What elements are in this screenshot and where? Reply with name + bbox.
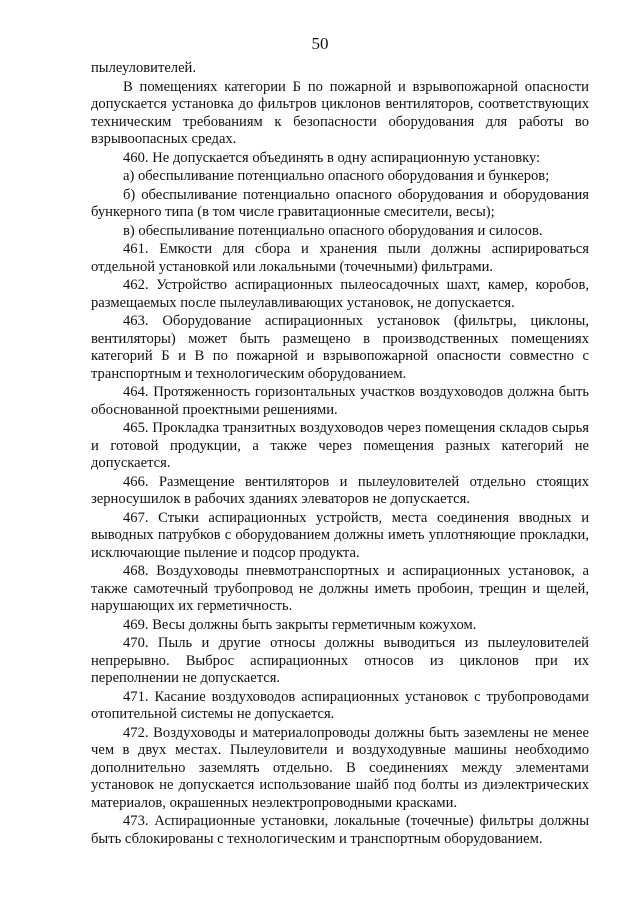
paragraph-460-b: б) обеспыливание потенциально опасного оборудования и оборудования бункерного типа (в том числе гравитационные смесители, весы); [91,186,589,220]
paragraph-466: 466. Размещение вентиляторов и пылеуловителей отдельно стоящих зерносушилок в рабочих зданиях элеваторов не допускается. [91,473,589,507]
paragraph-472: 472. Воздуховоды и материалопроводы должны быть заземлены не менее чем в двух местах. Пылеуловители и воздуходувные машины необходимо дополнительно заземлять отдельно. В соединениях между элементами установок не допускается использование шайб под болты из диэлектрических материалов, окрашенных неэлектропроводными красками. [91,724,589,811]
page-number: 50 [311,34,329,53]
paragraph-464: 464. Протяженность горизонтальных участков воздуховодов должна быть обоснованной проектными решениями. [91,384,589,418]
paragraph-469: 469. Весы должны быть закрыты герметичным кожухом. [123,616,477,633]
document-body [91,60,589,849]
paragraph-467: 467. Стыки аспирационных устройств, места соединения вводных и выводных патрубков с оборудованием должны иметь уплотняющие прокладки, исключающие пыление и подсор продукта. [91,509,589,561]
paragraph-category-b: В помещениях категории Б по пожарной и взрывопожарной опасности допускается установка до фильтров циклонов вентиляторов, соответствующих техническим требованиям к безопасности оборудования для работы во взрывоопасных средах. [91,78,589,147]
paragraph-468: 468. Воздуховоды пневмотранспортных и аспирационных установок, а также самотечный трубопровод не должны иметь пробоин, трещин и щелей, нарушающих их герметичность. [91,563,589,614]
paragraph-470: 470. Пыль и другие относы должны выводиться из пылеуловителей непрерывно. Выброс аспирационных относов из циклонов при их переполнении не допускается. [91,635,589,686]
paragraph-460-v: в) обеспыливание потенциально опасного оборудования и силосов. [123,222,543,239]
paragraph-463: 463. Оборудование аспирационных установок (фильтры, циклоны, вентиляторы) может быть размещено в производственных помещениях категорий Б и В по пожарной и взрывопожарной опасности совместно с транспортным и технологическим оборудованием. [91,313,589,382]
paragraph-continuation: пылеуловителей. [91,60,197,76]
paragraph-462: 462. Устройство аспирационных пылеосадочных шахт, камер, коробов, размещаемых после пылеулавливающих установок, не допускается. [91,277,589,311]
paragraph-471: 471. Касание воздуховодов аспирационных установок с трубопроводами отопительной системы не допускается. [91,688,589,722]
paragraph-460: 460. Не допускается объединять в одну аспирационную установку: [123,149,541,166]
paragraph-473: 473. Аспирационные установки, локальные (точечные) фильтры должны быть сблокированы с технологическим и транспортным оборудованием. [91,813,589,847]
paragraph-460-a: а) обеспыливание потенциально опасного оборудования и бункеров; [123,168,550,184]
paragraph-465: 465. Прокладка транзитных воздуховодов через помещения складов сырья и готовой продукции, а также через помещения разных категорий не допускается. [91,420,589,471]
paragraph-461: 461. Емкости для сбора и хранения пыли должны аспирироваться отдельной установкой или локальными (точечными) фильтрами. [91,241,589,275]
